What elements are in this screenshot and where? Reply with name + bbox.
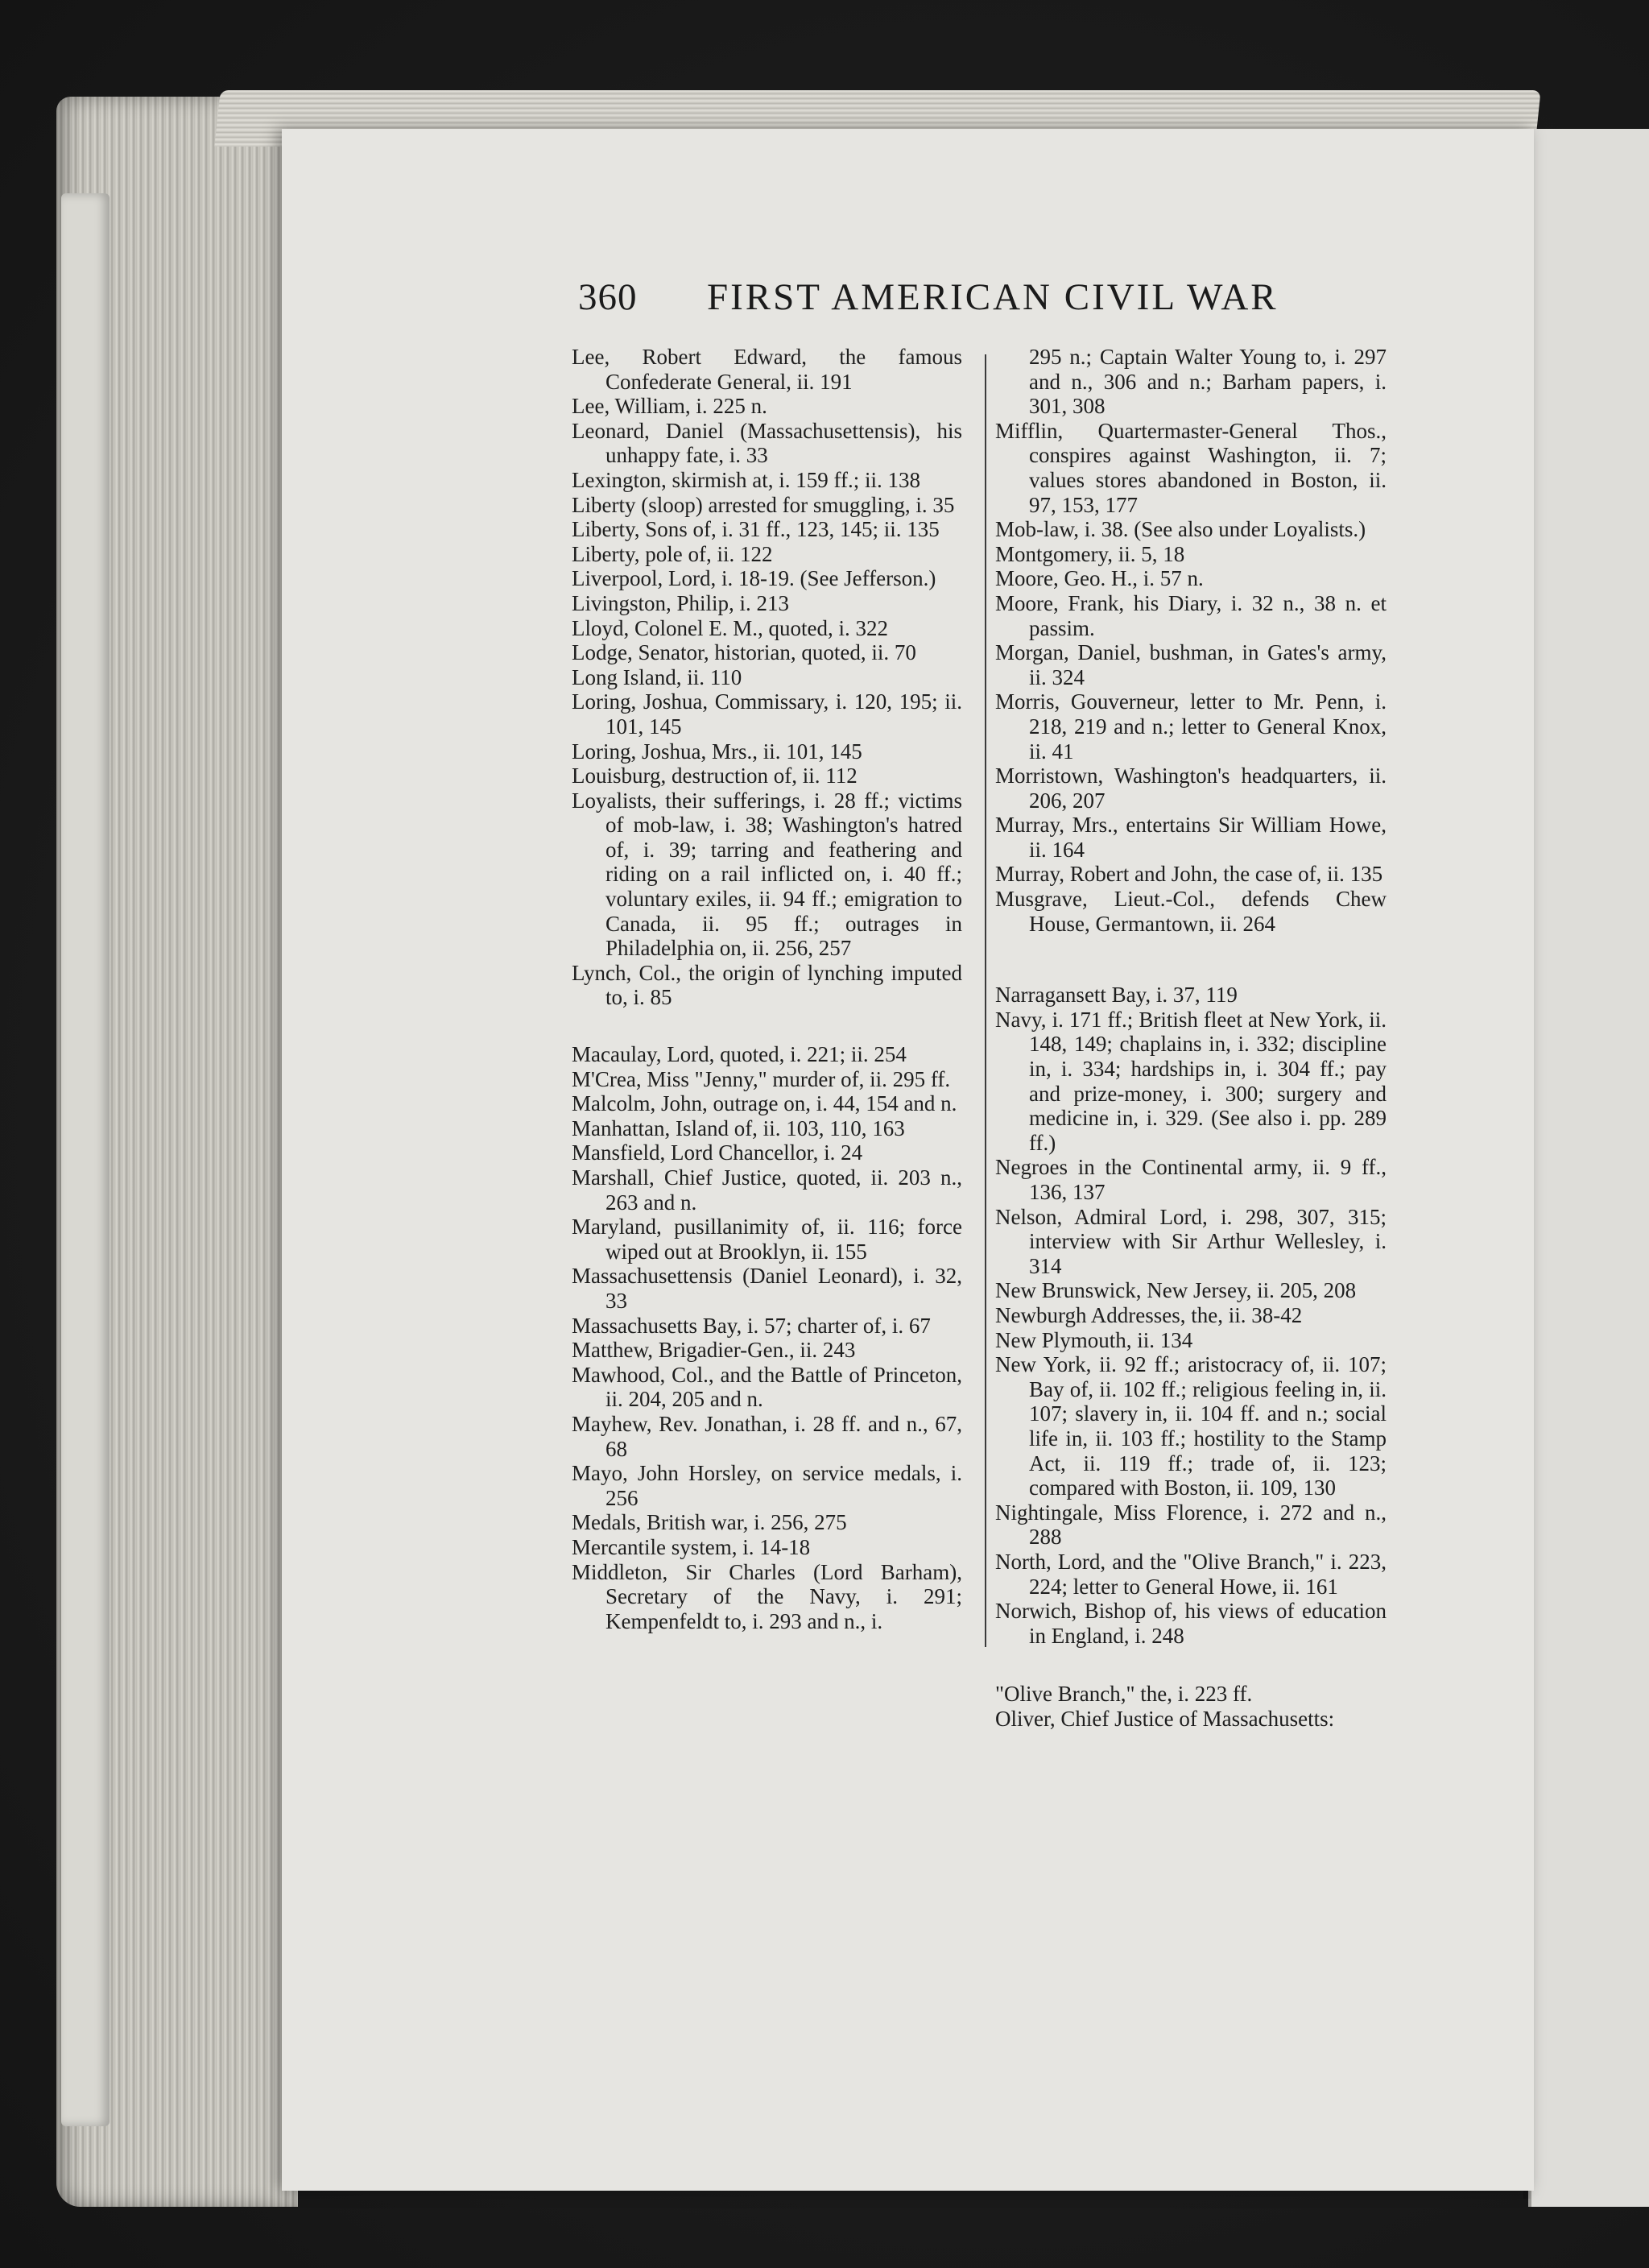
- index-entry: Marshall, Chief Justice, quoted, ii. 203 n., 263 and n.: [572, 1165, 962, 1215]
- index-entry: Maryland, pusillanimity of, ii. 116; force wiped out at Brooklyn, ii. 155: [572, 1215, 962, 1264]
- index-entry: New York, ii. 92 ff.; aristocracy of, ii. 107; Bay of, ii. 102 ff.; religious feeling in, ii. 107; slavery in, ii. 104 ff. and n.; social life in, ii. 103 ff.; hostility to the Stamp Act, ii. 119 ff.; trade of, ii. 123; compared with Boston, ii. 109, 130: [995, 1352, 1387, 1500]
- index-entry: Lodge, Senator, historian, quoted, ii. 70: [572, 640, 916, 665]
- index-entry: "Olive Branch," the, i. 223 ff.: [995, 1682, 1253, 1707]
- index-entry: Negroes in the Continental army, ii. 9 ff., 136, 137: [995, 1155, 1387, 1204]
- index-entry: Lee, Robert Edward, the famous Confederate General, ii. 191: [572, 345, 962, 394]
- letter-section-gap: [572, 1010, 962, 1042]
- index-entry: Loyalists, their sufferings, i. 28 ff.; victims of mob-law, i. 38; Washington's hatred of, i. 39; tarring and feathering and riding on a rail inflicted on, i. 40 ff.; voluntary exiles, ii. 94 ff.; emigration to Canada, ii. 95 ff.; outrages in Philadelphia on, ii. 256, 257: [572, 788, 962, 961]
- index-column-left: [572, 345, 962, 1633]
- index-entry: Macaulay, Lord, quoted, i. 221; ii. 254: [572, 1042, 907, 1067]
- index-entry: Musgrave, Lieut.-Col., defends Chew House, Germantown, ii. 264: [995, 887, 1387, 936]
- index-entry: Lexington, skirmish at, i. 159 ff.; ii. 138: [572, 467, 920, 492]
- index-entry: Liberty, Sons of, i. 31 ff., 123, 145; ii. 135: [572, 517, 940, 542]
- index-entry: Malcolm, John, outrage on, i. 44, 154 and n.: [572, 1091, 957, 1116]
- index-entry: Morristown, Washington's headquarters, ii. 206, 207: [995, 764, 1387, 813]
- index-entry: Livingston, Philip, i. 213: [572, 590, 790, 615]
- index-entry: Morgan, Daniel, bushman, in Gates's army, ii. 324: [995, 640, 1387, 689]
- index-entry: M'Crea, Miss "Jenny," murder of, ii. 295 ff.: [572, 1066, 951, 1091]
- index-entry: Navy, i. 171 ff.; British fleet at New York, ii. 148, 149; chaplains in, i. 332; discipline in, i. 334; hardships in, i. 304 ff.; pay and prize-money, i. 300; surgery and medicine in, i. 329. (See also i. pp. 289 ff.): [995, 1007, 1387, 1155]
- index-entry: Morris, Gouverneur, letter to Mr. Penn, i. 218, 219 and n.; letter to General Knox, ii. 41: [995, 689, 1387, 764]
- column-divider: [985, 354, 986, 1647]
- index-entry: Medals, British war, i. 256, 275: [572, 1510, 847, 1535]
- index-entry: Montgomery, ii. 5, 18: [995, 541, 1185, 566]
- index-entry: Moore, Geo. H., i. 57 n.: [995, 566, 1204, 591]
- index-entry: Moore, Frank, his Diary, i. 32 n., 38 n. et passim.: [995, 590, 1387, 640]
- index-entry: Mansfield, Lord Chancellor, i. 24: [572, 1140, 863, 1165]
- index-entry: Leonard, Daniel (Massachusettensis), his unhappy fate, i. 33: [572, 418, 962, 468]
- book-title: FIRST AMERICAN CIVIL WAR: [707, 276, 1279, 318]
- index-entry: Loring, Joshua, Commissary, i. 120, 195; ii. 101, 145: [572, 689, 962, 739]
- index-entry: Mifflin, Quartermaster-General Thos., conspires against Washington, ii. 7; values stores abandoned in Boston, ii. 97, 153, 177: [995, 418, 1387, 517]
- facing-page-edge: [1528, 129, 1649, 2207]
- index-entry: Oliver, Chief Justice of Massachusetts:: [995, 1706, 1335, 1731]
- index-entry-continued: 295 n.; Captain Walter Young to, i. 297 and n., 306 and n.; Barham papers, i. 301, 308: [1029, 345, 1387, 419]
- index-entry: New Plymouth, ii. 134: [995, 1327, 1193, 1352]
- letter-section-gap: [995, 936, 1387, 983]
- index-entry: Mayhew, Rev. Jonathan, i. 28 ff. and n., 67, 68: [572, 1411, 962, 1461]
- index-entry: Mayo, John Horsley, on service medals, i. 256: [572, 1461, 962, 1510]
- index-entry: Loring, Joshua, Mrs., ii. 101, 145: [572, 739, 862, 764]
- index-entry: Lee, William, i. 225 n.: [572, 394, 767, 419]
- index-entry: Murray, Robert and John, the case of, ii. 135: [995, 862, 1383, 887]
- index-entry: Middleton, Sir Charles (Lord Barham), Secretary of the Navy, i. 291; Kempenfeldt to, i. 293 and n., i.: [572, 1559, 962, 1633]
- index-entry: Norwich, Bishop of, his views of education in England, i. 248: [995, 1599, 1387, 1648]
- index-entry: Lloyd, Colonel E. M., quoted, i. 322: [572, 615, 888, 640]
- index-entry: New Brunswick, New Jersey, ii. 205, 208: [995, 1278, 1357, 1303]
- index-entry: Mercantile system, i. 14-18: [572, 1534, 811, 1559]
- index-entry: Mob-law, i. 38. (See also under Loyalists.): [995, 517, 1366, 542]
- index-column-right: [995, 345, 1387, 1731]
- index-entry: Mawhood, Col., and the Battle of Princeton, ii. 204, 205 and n.: [572, 1362, 962, 1412]
- index-entry: Murray, Mrs., entertains Sir William Howe, ii. 164: [995, 813, 1387, 862]
- book-fore-edge: [61, 193, 110, 2126]
- index-entry: Matthew, Brigadier-Gen., ii. 243: [572, 1338, 856, 1363]
- index-entry: North, Lord, and the "Olive Branch," i. 223, 224; letter to General Howe, ii. 161: [995, 1549, 1387, 1599]
- index-entry: Nightingale, Miss Florence, i. 272 and n., 288: [995, 1500, 1387, 1550]
- index-entry: Liberty, pole of, ii. 122: [572, 541, 773, 566]
- index-entry: Nelson, Admiral Lord, i. 298, 307, 315; interview with Sir Arthur Wellesley, i. 314: [995, 1204, 1387, 1278]
- index-entry: Louisburg, destruction of, ii. 112: [572, 764, 858, 788]
- index-entry: Narragansett Bay, i. 37, 119: [995, 983, 1238, 1008]
- index-entry: Newburgh Addresses, the, ii. 38-42: [995, 1302, 1303, 1327]
- index-entry: Liberty (sloop) arrested for smuggling, i. 35: [572, 492, 955, 517]
- letter-section-gap: [995, 1648, 1387, 1682]
- index-entry: Manhattan, Island of, ii. 103, 110, 163: [572, 1115, 905, 1140]
- running-head: [578, 275, 1279, 322]
- index-entry: Long Island, ii. 110: [572, 664, 742, 689]
- index-entry: Liverpool, Lord, i. 18-19. (See Jefferson.): [572, 566, 936, 591]
- index-entry: Massachusetts Bay, i. 57; charter of, i. 67: [572, 1313, 931, 1338]
- page-number: 360: [578, 276, 638, 318]
- index-entry: Massachusettensis (Daniel Leonard), i. 32, 33: [572, 1264, 962, 1313]
- index-entry: Lynch, Col., the origin of lynching imputed to, i. 85: [572, 960, 962, 1010]
